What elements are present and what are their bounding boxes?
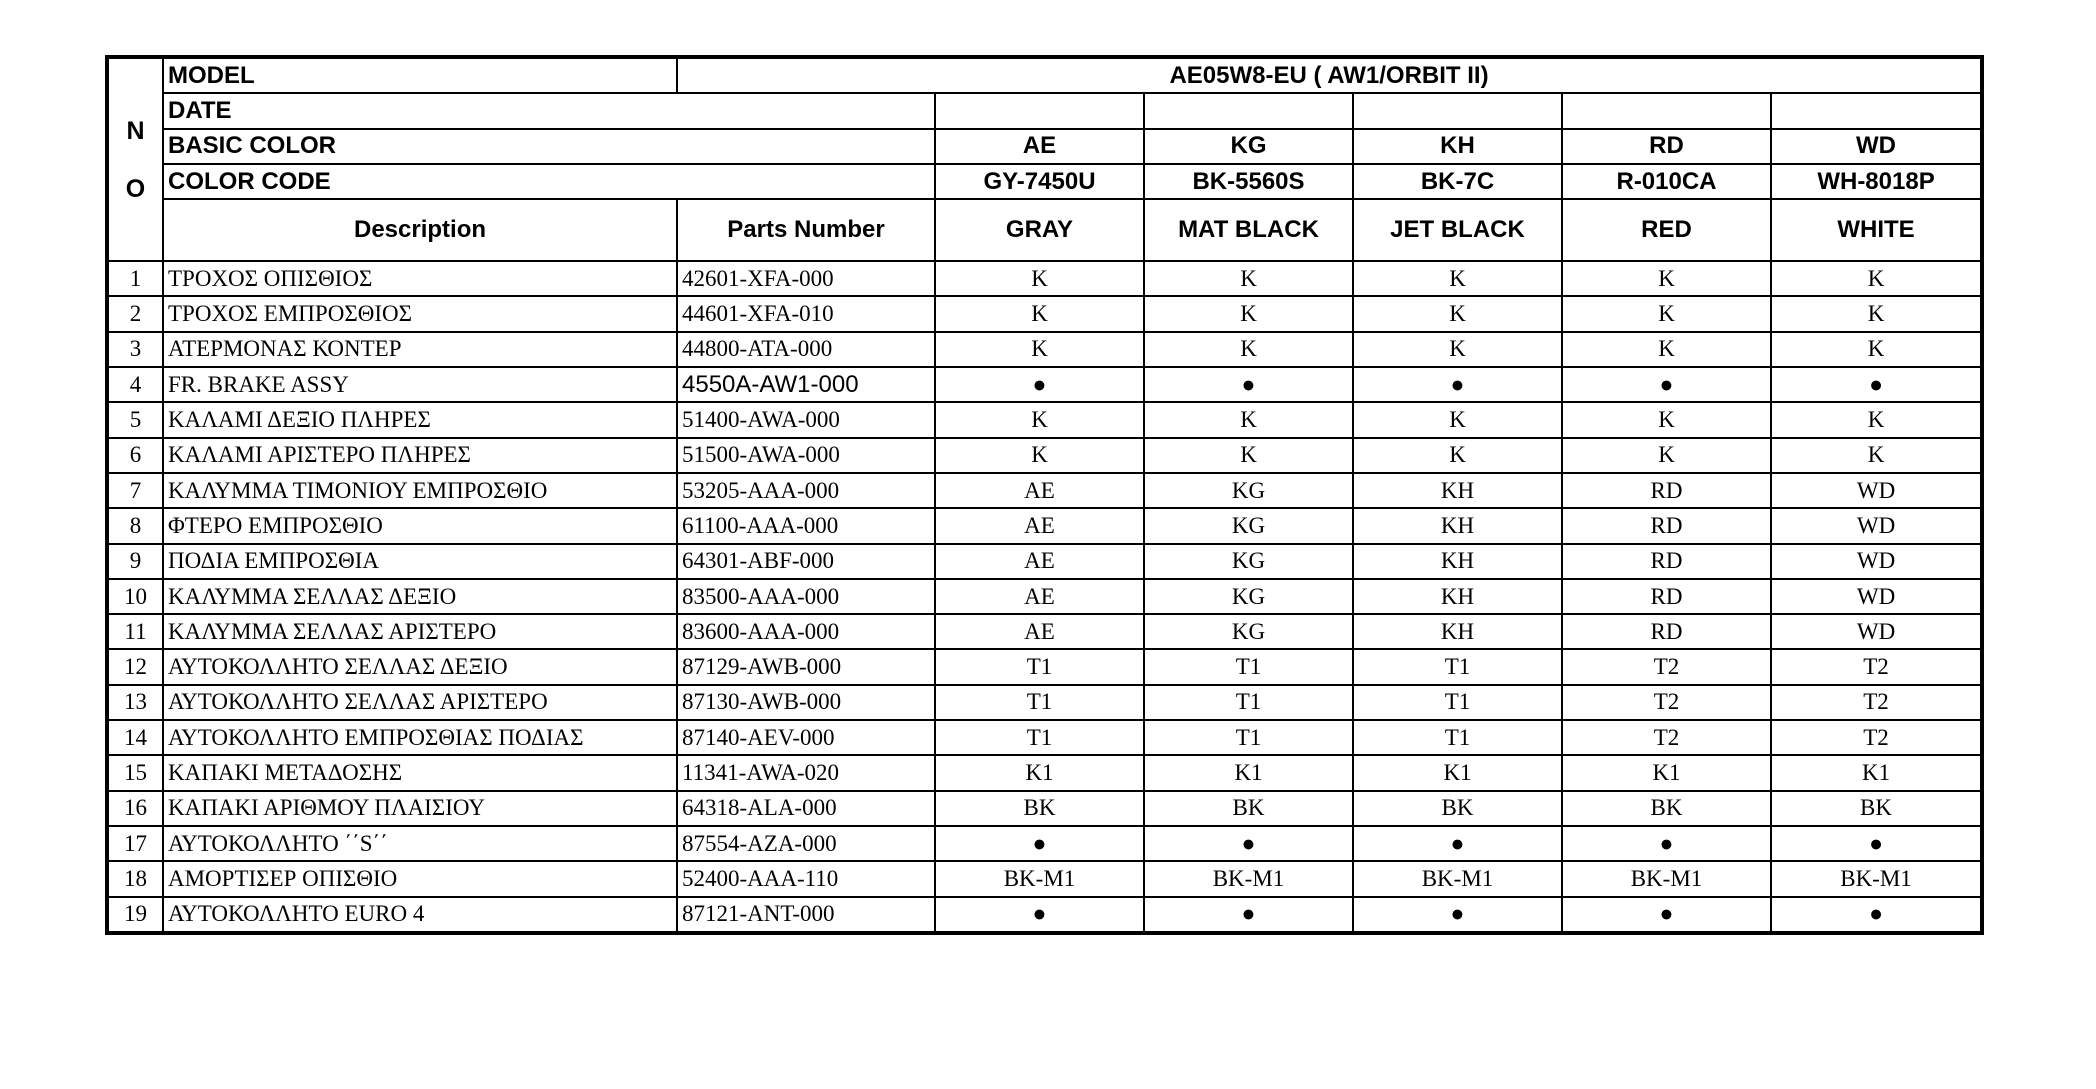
part-description: ΚΑΛΥΜΜΑ ΣΕΛΛΑΣ ΑΡΙΣΤΕΡΟ <box>163 614 677 649</box>
color-name-cell: WHITE <box>1771 199 1982 261</box>
color-value-cell: BK <box>1144 791 1353 826</box>
color-code-cell: GY-7450U <box>935 164 1144 199</box>
color-value-cell: BK-M1 <box>1771 861 1982 896</box>
table-row <box>107 826 1982 861</box>
no-column-header <box>107 57 163 261</box>
part-number: 83600-AAA-000 <box>677 614 935 649</box>
color-value-cell: AE <box>935 544 1144 579</box>
color-value-cell: ● <box>935 367 1144 402</box>
color-value-cell: T1 <box>935 685 1144 720</box>
color-value-cell: T2 <box>1562 685 1771 720</box>
part-description: ΦΤΕΡΟ ΕΜΠΡΟΣΘΙΟ <box>163 508 677 543</box>
color-value-cell: WD <box>1771 544 1982 579</box>
color-value-cell: K <box>935 261 1144 296</box>
color-value-cell: K <box>1562 402 1771 437</box>
color-code-row <box>107 164 1982 199</box>
color-value-cell: ● <box>1144 367 1353 402</box>
row-number: 16 <box>107 791 163 826</box>
row-number: 2 <box>107 296 163 331</box>
part-number: 42601-XFA-000 <box>677 261 935 296</box>
color-value-cell: K <box>1144 402 1353 437</box>
part-description: ΑΥΤΟΚΟΛΛΗΤΟ ΣΕΛΛΑΣ ΑΡΙΣΤΕΡΟ <box>163 685 677 720</box>
color-value-cell: KH <box>1353 473 1562 508</box>
color-value-cell: K1 <box>1144 755 1353 790</box>
color-code-cell: BK-5560S <box>1144 164 1353 199</box>
table-row <box>107 614 1982 649</box>
part-number: 87121-ANT-000 <box>677 897 935 933</box>
part-number: 51500-AWA-000 <box>677 438 935 473</box>
row-number: 13 <box>107 685 163 720</box>
row-number: 15 <box>107 755 163 790</box>
row-number: 17 <box>107 826 163 861</box>
color-value-cell: KH <box>1353 544 1562 579</box>
part-description: ΑΥΤΟΚΟΛΛΗΤΟ EURO 4 <box>163 897 677 933</box>
color-value-cell: K <box>1353 332 1562 367</box>
color-value-cell: K <box>1144 332 1353 367</box>
color-value-cell: BK <box>1562 791 1771 826</box>
color-value-cell: T1 <box>1353 649 1562 684</box>
color-value-cell: KG <box>1144 544 1353 579</box>
color-value-cell: K <box>1562 296 1771 331</box>
color-value-cell: K <box>1771 332 1982 367</box>
color-name-cell: MAT BLACK <box>1144 199 1353 261</box>
color-name-cell: RED <box>1562 199 1771 261</box>
color-value-cell: RD <box>1562 614 1771 649</box>
color-value-cell: ● <box>1144 826 1353 861</box>
part-number: 87129-AWB-000 <box>677 649 935 684</box>
row-number: 9 <box>107 544 163 579</box>
table-body <box>107 57 1982 933</box>
part-description: ΚΑΠΑΚΙ ΑΡΙΘΜΟΥ ΠΛΑΙΣΙΟΥ <box>163 791 677 826</box>
table-row <box>107 367 1982 402</box>
table-row <box>107 473 1982 508</box>
row-number: 12 <box>107 649 163 684</box>
part-description: ΚΑΛΥΜΜΑ ΣΕΛΛΑΣ ΔΕΞΙΟ <box>163 579 677 614</box>
part-number: 51400-AWA-000 <box>677 402 935 437</box>
basic-color-cell: KG <box>1144 129 1353 164</box>
row-number: 8 <box>107 508 163 543</box>
color-value-cell: K <box>1771 261 1982 296</box>
table-row <box>107 720 1982 755</box>
row-number: 10 <box>107 579 163 614</box>
color-value-cell: K <box>935 296 1144 331</box>
part-description: ΠΟΔΙΑ ΕΜΠΡΟΣΘΙΑ <box>163 544 677 579</box>
color-value-cell: K <box>935 438 1144 473</box>
date-cell <box>935 93 1144 128</box>
color-value-cell: AE <box>935 508 1144 543</box>
color-value-cell: K <box>1144 438 1353 473</box>
color-value-cell: BK-M1 <box>1144 861 1353 896</box>
table-row <box>107 296 1982 331</box>
color-value-cell: ● <box>1144 897 1353 933</box>
color-value-cell: K <box>935 402 1144 437</box>
color-value-cell: ● <box>1771 367 1982 402</box>
table-row <box>107 791 1982 826</box>
description-header: Description <box>163 199 677 261</box>
color-value-cell: K <box>1353 402 1562 437</box>
color-value-cell: K <box>1562 438 1771 473</box>
color-value-cell: KG <box>1144 614 1353 649</box>
part-number: 44601-XFA-010 <box>677 296 935 331</box>
color-value-cell: ● <box>1562 826 1771 861</box>
parts-color-table <box>105 55 1984 935</box>
color-value-cell: AE <box>935 473 1144 508</box>
color-value-cell: BK-M1 <box>1562 861 1771 896</box>
color-value-cell: RD <box>1562 544 1771 579</box>
color-value-cell: KG <box>1144 473 1353 508</box>
part-number: 52400-AAA-110 <box>677 861 935 896</box>
color-value-cell: T1 <box>1144 720 1353 755</box>
part-description: ΤΡΟΧΟΣ ΟΠΙΣΘΙΟΣ <box>163 261 677 296</box>
row-number: 3 <box>107 332 163 367</box>
color-value-cell: BK-M1 <box>935 861 1144 896</box>
table-row <box>107 755 1982 790</box>
color-value-cell: T1 <box>1353 685 1562 720</box>
color-value-cell: K <box>1562 332 1771 367</box>
part-description: ΤΡΟΧΟΣ ΕΜΠΡΟΣΘΙΟΣ <box>163 296 677 331</box>
part-description: ΑΥΤΟΚΟΛΛΗΤΟ ΄΄S΄΄ <box>163 826 677 861</box>
color-value-cell: AE <box>935 579 1144 614</box>
color-value-cell: AE <box>935 614 1144 649</box>
color-code-cell: WH-8018P <box>1771 164 1982 199</box>
row-number: 19 <box>107 897 163 933</box>
color-value-cell: K1 <box>935 755 1144 790</box>
table-row <box>107 508 1982 543</box>
color-value-cell: ● <box>1353 826 1562 861</box>
part-description: FR. BRAKE ASSY <box>163 367 677 402</box>
date-cell <box>1353 93 1562 128</box>
color-value-cell: T1 <box>935 649 1144 684</box>
table-row <box>107 332 1982 367</box>
part-description: ΚΑΛΥΜΜΑ ΤΙΜΟΝΙΟΥ ΕΜΠΡΟΣΘΙΟ <box>163 473 677 508</box>
color-value-cell: BK <box>1353 791 1562 826</box>
parts-number-header: Parts Number <box>677 199 935 261</box>
part-number: 4550A-AW1-000 <box>677 367 935 402</box>
color-value-cell: KH <box>1353 508 1562 543</box>
color-value-cell: K <box>1353 438 1562 473</box>
part-description: ΑΤΕΡΜΟΝΑΣ ΚΟΝΤΕΡ <box>163 332 677 367</box>
color-value-cell: KG <box>1144 579 1353 614</box>
part-number: 44800-ATA-000 <box>677 332 935 367</box>
color-value-cell: RD <box>1562 579 1771 614</box>
color-code-cell: R-010CA <box>1562 164 1771 199</box>
part-description: ΑΜΟΡΤΙΣΕΡ ΟΠΙΣΘΙΟ <box>163 861 677 896</box>
row-number: 5 <box>107 402 163 437</box>
table-row <box>107 544 1982 579</box>
basic-color-row <box>107 129 1982 164</box>
basic-color-label: BASIC COLOR <box>163 129 935 164</box>
color-value-cell: WD <box>1771 614 1982 649</box>
color-value-cell: WD <box>1771 508 1982 543</box>
part-number: 64301-ABF-000 <box>677 544 935 579</box>
color-value-cell: K <box>1771 402 1982 437</box>
column-header-row <box>107 199 1982 261</box>
model-label: MODEL <box>163 57 677 93</box>
color-value-cell: K <box>1771 438 1982 473</box>
color-value-cell: T1 <box>1144 685 1353 720</box>
color-value-cell: ● <box>1562 897 1771 933</box>
color-value-cell: ● <box>1562 367 1771 402</box>
basic-color-cell: WD <box>1771 129 1982 164</box>
part-description: ΑΥΤΟΚΟΛΛΗΤΟ ΣΕΛΛΑΣ ΔΕΞΙΟ <box>163 649 677 684</box>
color-value-cell: BK <box>935 791 1144 826</box>
color-name-cell: JET BLACK <box>1353 199 1562 261</box>
color-value-cell: T1 <box>1144 649 1353 684</box>
part-number: 87554-AZA-000 <box>677 826 935 861</box>
color-value-cell: K <box>1353 261 1562 296</box>
color-value-cell: K <box>1144 261 1353 296</box>
table-row <box>107 861 1982 896</box>
part-number: 53205-AAA-000 <box>677 473 935 508</box>
part-number: 64318-ALA-000 <box>677 791 935 826</box>
table-row <box>107 579 1982 614</box>
part-description: ΑΥΤΟΚΟΛΛΗΤΟ ΕΜΠΡΟΣΘΙΑΣ ΠΟΔΙΑΣ <box>163 720 677 755</box>
model-row <box>107 57 1982 93</box>
table-row <box>107 261 1982 296</box>
color-value-cell: WD <box>1771 473 1982 508</box>
color-value-cell: K <box>935 332 1144 367</box>
color-value-cell: ● <box>1771 826 1982 861</box>
row-number: 7 <box>107 473 163 508</box>
color-value-cell: K1 <box>1771 755 1982 790</box>
color-value-cell: T2 <box>1562 720 1771 755</box>
table-row <box>107 438 1982 473</box>
color-value-cell: ● <box>935 826 1144 861</box>
basic-color-cell: RD <box>1562 129 1771 164</box>
color-value-cell: ● <box>1771 897 1982 933</box>
table-row <box>107 649 1982 684</box>
color-value-cell: RD <box>1562 508 1771 543</box>
color-value-cell: K <box>1353 296 1562 331</box>
part-description: ΚΑΛΑΜΙ ΔΕΞΙΟ ΠΛΗΡΕΣ <box>163 402 677 437</box>
date-label: DATE <box>163 93 935 128</box>
basic-color-cell: KH <box>1353 129 1562 164</box>
color-value-cell: K1 <box>1562 755 1771 790</box>
table-row <box>107 897 1982 933</box>
color-value-cell: K <box>1771 296 1982 331</box>
basic-color-cell: AE <box>935 129 1144 164</box>
part-description: ΚΑΠΑΚΙ ΜΕΤΑΔΟΣΗΣ <box>163 755 677 790</box>
color-value-cell: ● <box>1353 897 1562 933</box>
color-value-cell: T2 <box>1771 720 1982 755</box>
color-value-cell: T2 <box>1771 685 1982 720</box>
color-value-cell: ● <box>1353 367 1562 402</box>
no-label-n: N <box>126 116 145 145</box>
color-value-cell: K <box>1562 261 1771 296</box>
no-label-o: O <box>125 174 146 203</box>
color-value-cell: KG <box>1144 508 1353 543</box>
color-value-cell: K <box>1144 296 1353 331</box>
color-value-cell: T2 <box>1771 649 1982 684</box>
part-number: 61100-AAA-000 <box>677 508 935 543</box>
row-number: 4 <box>107 367 163 402</box>
color-value-cell: T1 <box>935 720 1144 755</box>
color-code-cell: BK-7C <box>1353 164 1562 199</box>
date-cell <box>1771 93 1982 128</box>
color-value-cell: T1 <box>1353 720 1562 755</box>
row-number: 11 <box>107 614 163 649</box>
color-value-cell: BK-M1 <box>1353 861 1562 896</box>
model-value: AE05W8-EU ( AW1/ORBIT II) <box>677 57 1982 93</box>
date-row <box>107 93 1982 128</box>
table-row <box>107 685 1982 720</box>
date-cell <box>1562 93 1771 128</box>
part-number: 83500-AAA-000 <box>677 579 935 614</box>
color-value-cell: WD <box>1771 579 1982 614</box>
color-value-cell: KH <box>1353 614 1562 649</box>
row-number: 6 <box>107 438 163 473</box>
table-row <box>107 402 1982 437</box>
part-number: 87140-AEV-000 <box>677 720 935 755</box>
color-value-cell: ● <box>935 897 1144 933</box>
row-number: 1 <box>107 261 163 296</box>
row-number: 18 <box>107 861 163 896</box>
color-value-cell: KH <box>1353 579 1562 614</box>
color-name-cell: GRAY <box>935 199 1144 261</box>
color-value-cell: RD <box>1562 473 1771 508</box>
part-number: 87130-AWB-000 <box>677 685 935 720</box>
part-description: ΚΑΛΑΜΙ ΑΡΙΣΤΕΡΟ ΠΛΗΡΕΣ <box>163 438 677 473</box>
part-number: 11341-AWA-020 <box>677 755 935 790</box>
date-cell <box>1144 93 1353 128</box>
color-value-cell: K1 <box>1353 755 1562 790</box>
color-code-label: COLOR CODE <box>163 164 935 199</box>
row-number: 14 <box>107 720 163 755</box>
color-value-cell: BK <box>1771 791 1982 826</box>
color-value-cell: T2 <box>1562 649 1771 684</box>
